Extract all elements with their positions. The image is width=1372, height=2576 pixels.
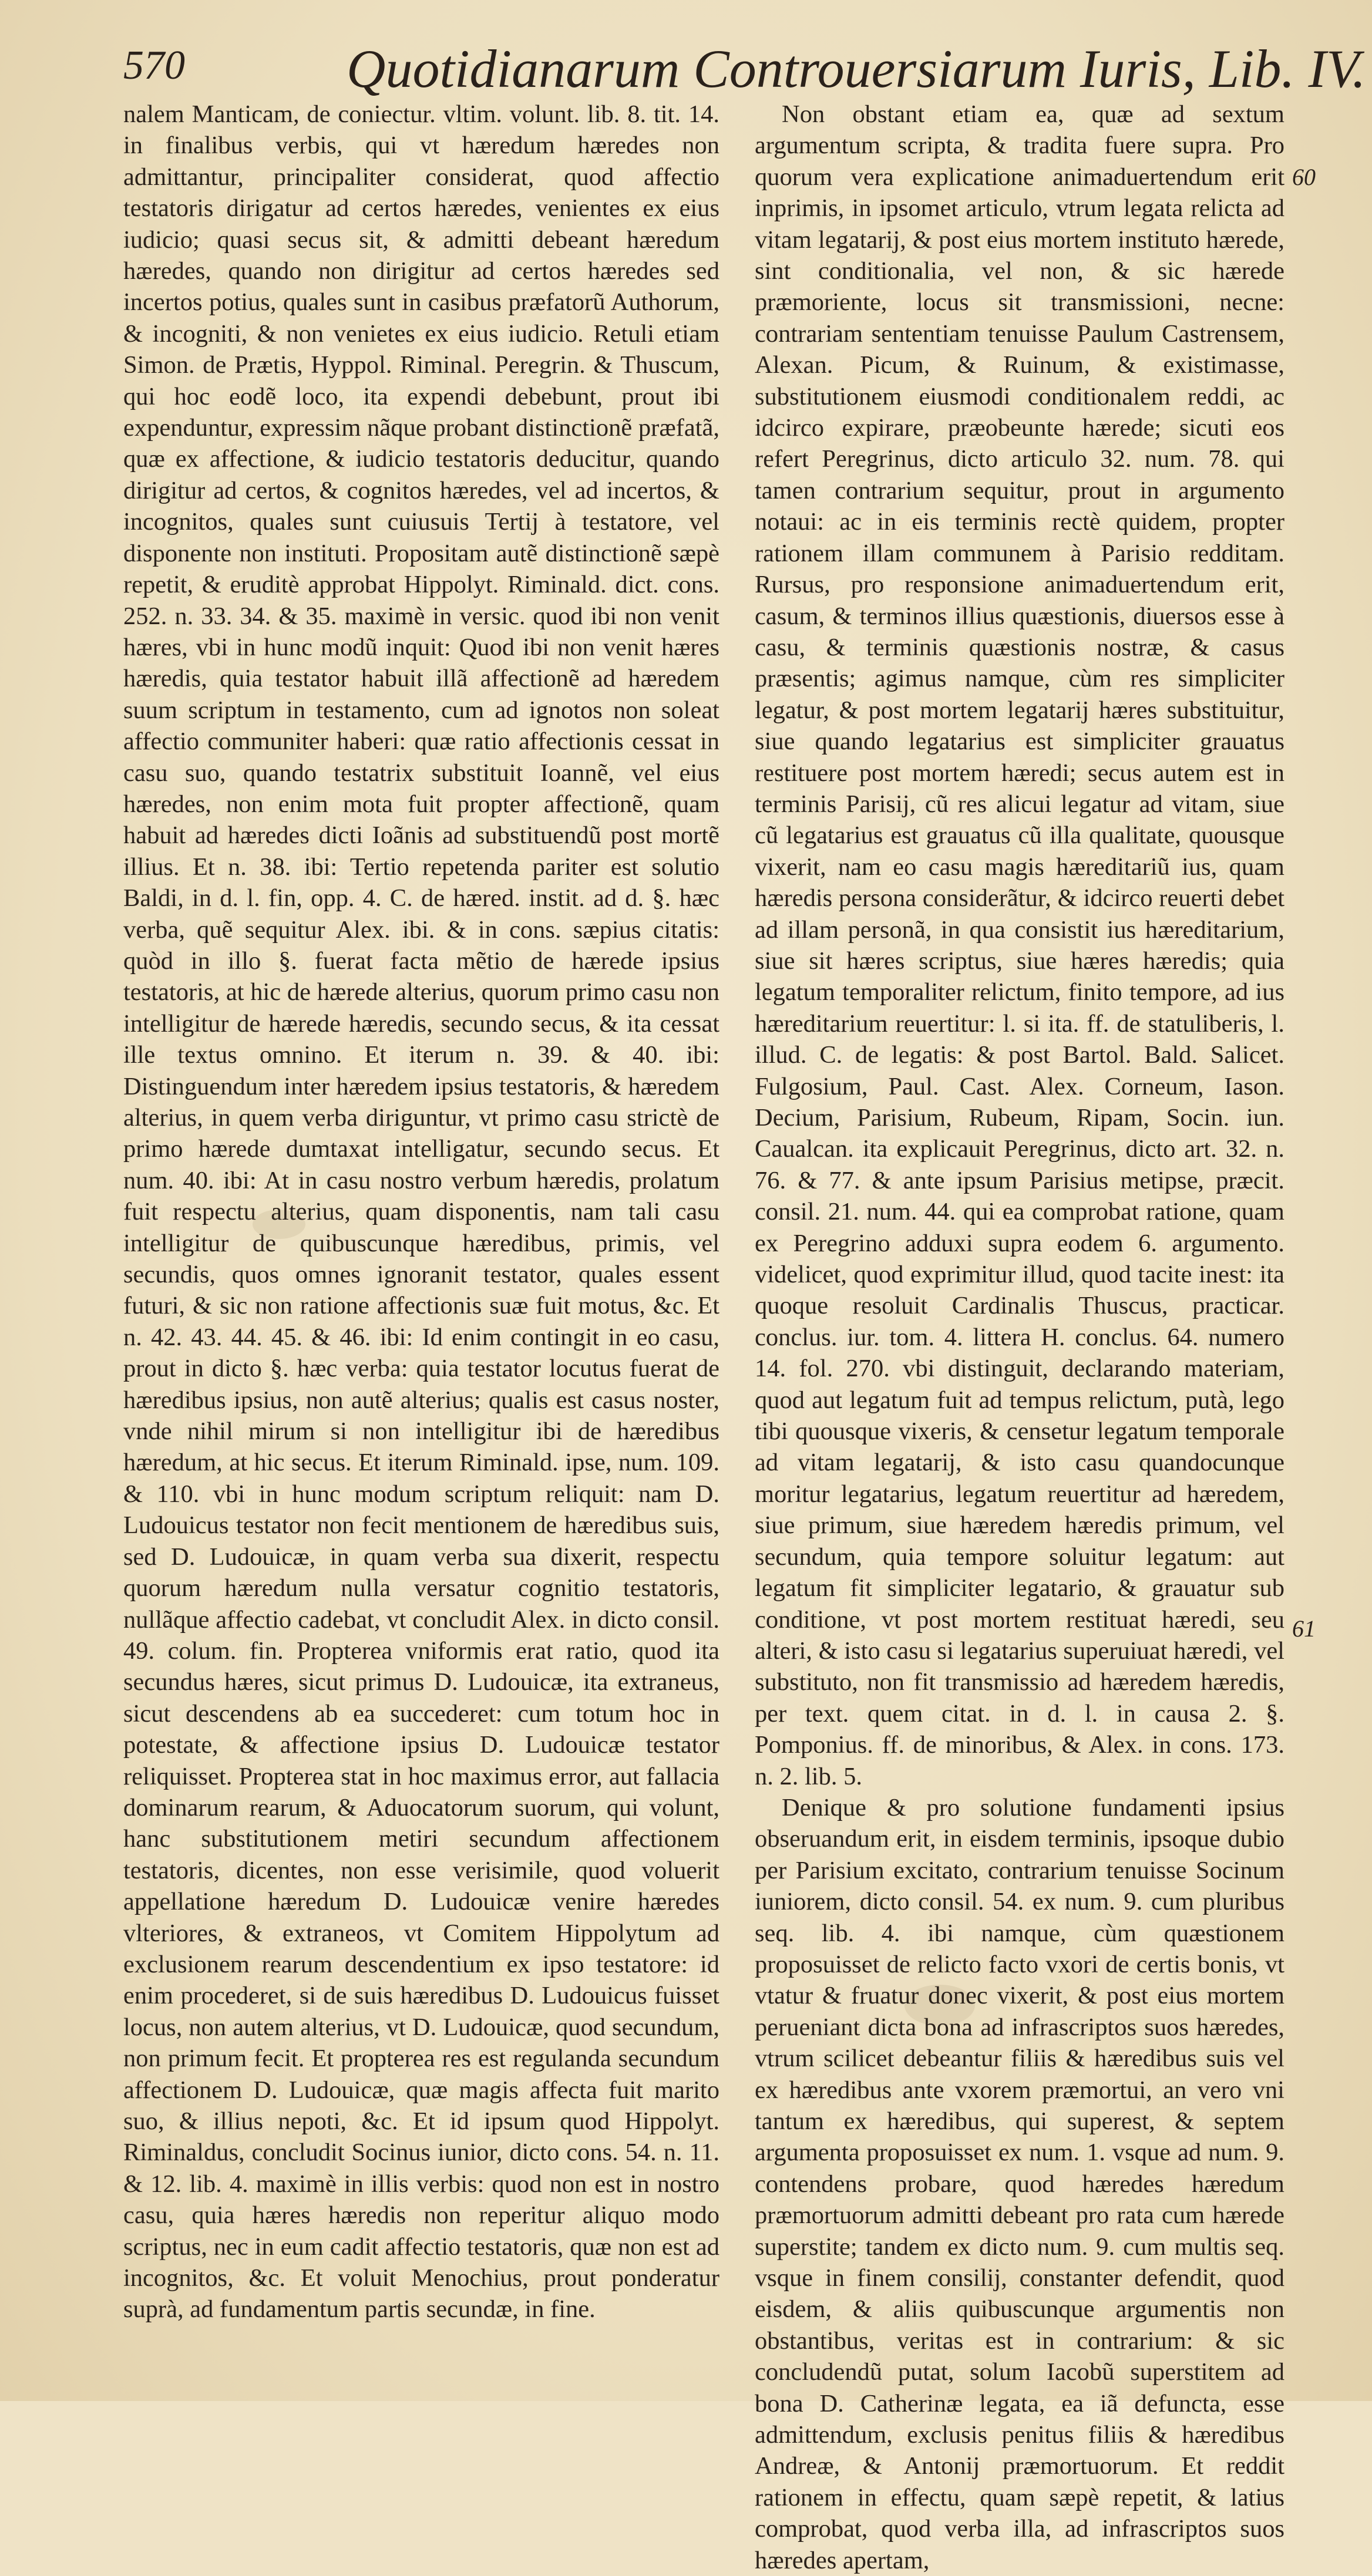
margin-note-60: 60	[1292, 164, 1316, 190]
paragraph: Non obstant etiam ea, quæ ad sextum argumentum scripta, & tradita fuere supra. Pro quorum vera explicatione animaduertendum erit inprimis, in ipsomet articulo, vtrum legata relicta ad vitam legatarij, & post eius mortem instituto hærede, sint conditionalia, vel non, & sic hærede præmoriente, locus sit transmissioni, necne: contrariam sententiam tenuisse Paulum Castrensem, Alexan. Picum, & Ruinum, & existimasse, substitutionem eiusmodi conditionalem reddi, ac idcirco expirare, præobeunte hærede; sicuti eos refert Peregrinus, dicto articulo 32. num. 78. qui tamen contrarium sequitur, prout in argumento notaui: ac in eis terminis rectè quidem, propter rationem illam communem à Parisio redditam. Rursus, pro responsione animaduertendum erit, casum, & terminos illius quæstionis, diuersos esse à casu, & terminis quæstionis nostræ, & casus præsentis; agimus namque, cùm res simpliciter legatur, & post mortem legatarij hæres substituitur, siue quando legatarius est simpliciter grauatus restituere post mortem hæredi; secus autem est in terminis Parisij, cũ res alicui legatur ad vitam, siue cũ legatarius est grauatus cũ illa qualitate, quousque vixerit, nam eo casu magis hæreditariũ ius, quam hæredis persona considerãtur, & idcirco reuerti debet ad illam personã, in qua consistit ius hæreditarium, siue sit hæres scriptus, siue hæres hæredis; quia legatum temporaliter relictum, finito tempore, ad ius hæreditarium reuertitur: l. si ita. ff. de statuliberis, l. illud. C. de legatis: & post Bartol. Bald. Salicet. Fulgosium, Paul. Cast. Alex. Corneum, Iason. Decium, Parisium, Rubeum, Ripam, Socin. iun. Caualcan. ita explicauit Peregrinus, dicto art. 32. n. 76. & 77. & ante ipsum Parisius metipse, præcit. consil. 21. num. 44. qui ea comprobat ratione, quam ex Peregrino adduxi supra eodem 6. argumento. videlicet, quod exprimitur illud, quod tacite inest: ita quoque resoluit Cardinalis Thuscus, practicar. conclus. iur. tom. 4. littera H. conclus. 64. numero 14. fol. 270. vbi distinguit, declarando materiam, quod aut legatum fuit ad tempus relictum, putà, lego tibi quousque vixeris, & censetur legatum temporale ad vitam legatarij, & isto casu quandocunque moritur legatarius, legatum reuertitur ad hæredem, siue primum, siue hæredem hæredis primum, vel secundum, quia tempore soluitur legatum: aut legatum fit simpliciter legatario, & grauatur sub conditione, vt post mortem restituat hæredi, seu alteri, & isto casu si legatarius superuiuat hæredi, vel substituto, non fit transmissio ad hæredem hæredis, per text. quem citat. in d. l. in causa 2. §. Pomponius. ff. de minoribus, & Alex. in cons. 173. n. 2. lib. 5.	[755, 100, 1284, 1790]
margin-note-61: 61	[1292, 1615, 1316, 1642]
paragraph: nalem Manticam, de coniectur. vltim. volunt. lib. 8. tit. 14. in finalibus verbis, qui vt hæredum hæredes non admittantur, principaliter considerat, quod affectio testatoris dirigatur ad certos hæredes, venientes ex eius iudicio; quasi secus sit, & admitti debeant hæredum hæredes, quando non dirigitur ad certos hæredes sed incertos potius, quales sunt in casibus præfatorũ Authorum, & incogniti, & non venietes ex eius iudicio. Retuli etiam Simon. de Prætis, Hyppol. Riminal. Peregrin. & Thuscum, qui hoc eodẽ loco, ita expendi debebunt, prout ibi expenduntur, expressim nãque probant distinctionẽ præfatã, quæ ex affectione, & iudicio testatoris deducitur, quando dirigitur ad certos, & cognitos hæredes, vel ad incertos, & incognitos, quales sunt cuiusuis Tertij à testatore, vel disponente non instituti. Propositam autẽ distinctionẽ sæpè repetit, & eruditè approbat Hippolyt. Riminald. dict. cons. 252. n. 33. 34. & 35. maximè in versic. quod ibi non venit hæres, vbi in hunc modũ inquit: Quod ibi non venit hæres hæredis, quia testator habuit illã affectionẽ ad hæredem suum scriptum in testamento, cum ad ignotos non soleat affectio communiter haberi: quæ ratio affectionis cessat in casu suo, quando testatrix substituit Ioannẽ, vel eius hæredes, non enim mota fuit propter affectionẽ, quam habuit ad hæredes dicti Ioãnis ad substituendũ post mortẽ illius. Et n. 38. ibi: Tertio repetenda pariter est solutio Baldi, in d. l. fin, opp. 4. C. de hæred. instit. ad d. §. hæc verba, quẽ sequitur Alex. ibi. & in cons. sæpius citatis: quòd in illo §. fuerat facta mẽtio de hærede ipsius testatoris, at hic de hærede alterius, quorum primo casu non intelligitur de hærede hæredis, secundo secus, & ita cessat ille textus omnino. Et iterum n. 39. & 40. ibi: Distinguendum inter hæredem ipsius testatoris, & hæredem alterius, in quem verba diriguntur, vt primo casu strictè de primo hærede dumtaxat intelligatur, secundo secus. Et num. 40. ibi: At in casu nostro verbum hæredis, prolatum fuit respectu alterius, quam disponentis, nam tali casu intelligitur de quibuscunque hæredibus, primis, vel secundis, quos omnes ignoranit testator, quales essent futuri, & sic non ratione affectionis suæ fuit motus, &c. Et n. 42. 43. 44. 45. & 46. ibi: Id enim contingit in eo casu, prout in dicto §. hæc verba: quia testator locutus fuerat de hæredibus ipsius, non autẽ alterius; qualis est casus noster, vnde nihil mirum si non intelligitur ibi de hæredibus hæredum, at hic secus. Et iterum Riminald. ipse, num. 109. & 110. vbi in hunc modum scriptum reliquit: nam D. Ludouicus testator non fecit mentionem de hæredibus suis, sed D. Ludouicæ, in quam verba sua dixerit, respectu quorum hæredum nulla versatur cognitio testatoris, nullãque affectio cadebat, vt concludit Alex. in dicto consil. 49. colum. fin. Propterea vniformis erat ratio, quod ita secundus hæres, sicut primus D. Ludouicæ, ita extraneus, sicut descendens ab ea succederet: cum totum hoc in potestate, & affectione ipsius D. Ludouicæ testator reliquisset. Propterea stat in hoc maximus error, aut fallacia dominarum rearum, & Aduocatorum suorum, qui volunt, hanc substitutionem metiri secundum affectionem testatoris, dicentes, non esse verisimile, quod voluerit appellatione hæredum D. Ludouicæ venire hæredes vlteriores, & extraneos, vt Comitem Hippolytum ad exclusionem rearum descendentium ex ipso testatore: id enim procederet, si de suis hæredibus D. Ludouicus fuisset locus, non autem alterius, vt D. Ludouicæ, quod secundum, non primum fecit. Et propterea res est regulanda secundum affectionem D. Ludouicæ, quæ magis affecta fuit marito suo, & illius nepoti, &c. Et id ipsum quod Hippolyt. Riminaldus, concludit Socinus iunior, dicto cons. 54. n. 11. & 12. lib. 4. maximè in illis verbis: quod non est in nostro casu, quia hæres hæredis non reperitur aliquo modo scriptus, nec in eum cadit affectio testatoris, quæ non est ad incognitos, &c. Et voluit Menochius, prout ponderatur suprà, ad fundamentum partis secundæ, in fine.	[123, 100, 719, 2324]
left-column	[123, 99, 719, 2366]
running-title: Quotidianarum Controuersiarum Iuris, Lib. IV.	[347, 39, 1366, 99]
page-number: 570	[123, 43, 185, 88]
paragraph: Denique & pro solutione fundamenti ipsius obseruandum erit, in eisdem terminis, ipsoque dubio per Parisium excitato, contrarium tenuisse Socinum iuniorem, dicto consil. 54. ex num. 9. cum pluribus seq. lib. 4. ibi namque, cùm quæstionem proposuisset de relicto facto vxori de certis bonis, vt vtatur & fruatur donec vixerit, & post eius mortem perueniant dicta bona ad infrascriptos suos hæredes, vtrum scilicet debeantur filiis & hæredibus suis vel ex hæredibus ante vxorem præmortui, an vero vni tantum ex hæredibus, qui superest, & septem argumenta proposuisset ex num. 1. vsque ad num. 9. contendens probare, quod hæredes hæredum præmortuorum admitti debeant pro rata cum hærede superstite; tandem ex dicto num. 9. cum multis seq. vsque in finem consilij, constanter defendit, quod eisdem, & aliis quibuscunque argumentis non obstantibus, veritas est in contrarium: & sic concludendũ putat, solum Iacobũ superstitem ad bona D. Catherinæ legata, ea iã defuncta, esse admittendum, exclusis penitus filiis & hæredibus Andreæ, & Antonij præmortuorum. Et reddit rationem in effectu, quam sæpè repetit, & latius comprobat, quod verba illa, ad infrascriptos suos hæredes apertam,	[755, 1793, 1284, 2574]
right-column	[755, 99, 1284, 2574]
